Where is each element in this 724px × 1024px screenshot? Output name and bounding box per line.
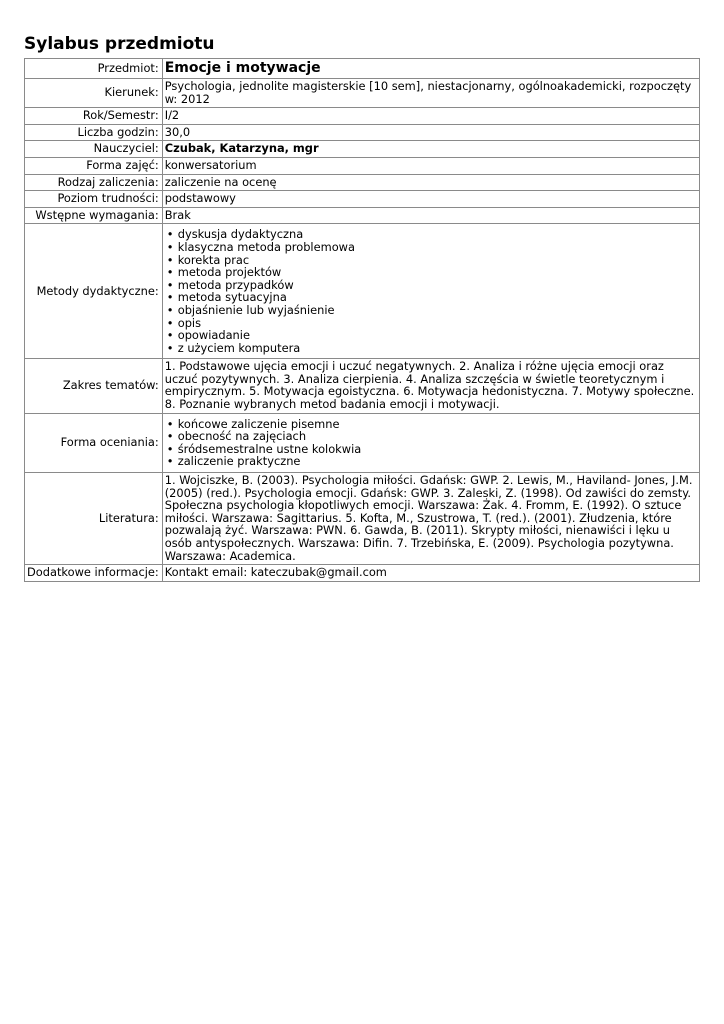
row-przedmiot	[25, 59, 700, 79]
value-nauczyciel: Czubak, Katarzyna, mgr	[162, 141, 699, 158]
value-poziom-trudnosci: podstawowy	[162, 191, 699, 208]
bullet-icon: •	[166, 315, 174, 330]
list-item-text: metoda projektów	[177, 265, 282, 280]
value-liczba-godzin: 30,0	[162, 124, 699, 141]
assessment-list	[165, 418, 697, 468]
list-item-text: klasyczna metoda problemowa	[177, 239, 355, 254]
row-poziom-trudnosci	[25, 191, 700, 208]
list-item-text: korekta prac	[177, 252, 250, 267]
bullet-icon: •	[166, 252, 174, 267]
bullet-icon: •	[166, 340, 174, 355]
label-poziom-trudnosci: Poziom trudności:	[25, 191, 163, 208]
list-item-text: opis	[177, 315, 202, 330]
row-forma-zajec	[25, 157, 700, 174]
list-item	[165, 455, 697, 468]
list-item	[165, 342, 697, 355]
value-forma-oceniania	[162, 413, 699, 472]
page-title: Sylabus przedmiotu	[24, 34, 215, 54]
bullet-icon: •	[166, 328, 174, 343]
row-liczba-godzin	[25, 124, 700, 141]
label-literatura: Literatura:	[25, 473, 163, 565]
list-item-text: śródsemestralne ustne kolokwia	[177, 441, 362, 456]
label-nauczyciel: Nauczyciel:	[25, 141, 163, 158]
label-przedmiot: Przedmiot:	[25, 59, 163, 79]
row-wstepne-wymagania	[25, 207, 700, 224]
label-forma-oceniania: Forma oceniania:	[25, 413, 163, 472]
value-kierunek: Psychologia, jednolite magisterskie [10 sem], niestacjonarny, ogólnoakademicki, rozpoczęty w: 2012	[162, 79, 699, 108]
list-item-text: obecność na zajęciach	[177, 429, 307, 444]
list-item-text: dyskusja dydaktyczna	[177, 227, 304, 242]
value-forma-zajec: konwersatorium	[162, 157, 699, 174]
list-item-text: końcowe zaliczenie pisemne	[177, 416, 340, 431]
list-item-text: metoda sytuacyjna	[177, 290, 287, 305]
row-literatura	[25, 473, 700, 565]
value-dodatkowe-informacje: Kontakt email: kateczubak@gmail.com	[162, 565, 699, 582]
methods-list	[165, 228, 697, 354]
list-item-text: z użyciem komputera	[177, 340, 301, 355]
list-item-text: zaliczenie praktyczne	[177, 454, 301, 469]
syllabus-table	[24, 58, 700, 582]
bullet-icon: •	[166, 441, 174, 456]
bullet-icon: •	[166, 277, 174, 292]
bullet-icon: •	[166, 416, 174, 431]
label-zakres-tematow: Zakres tematów:	[25, 359, 163, 413]
list-item-text: opowiadanie	[177, 328, 250, 343]
row-rok-semestr	[25, 108, 700, 125]
value-literatura: 1. Wojciszke, B. (2003). Psychologia miłości. Gdańsk: GWP. 2. Lewis, M., Haviland- Jones, J.M. (2005) (red.). Psychologia emocji. Gdańsk: GWP. 3. Zaleski, Z. (1998). Od zawiści do zemsty. Społeczna psychologia kłopotliwych emocji. Warszawa: Żak. 4. Fromm, E. (1992). O sztuce miłości. Warszawa: Sagittarius. 5. Kofta, M., Szustrowa, T. (red.). (2001). Złudzenia, które pozwalają żyć. Warszawa: PWN. 6. Gawda, B. (2011). Skrypty miłości, nienawiści i lęku u osób antyspołecznych. Warszawa: Difin. 7. Trzebińska, E. (2009). Psychologia pozytywna. Warszawa: Academica.	[162, 473, 699, 565]
bullet-icon: •	[166, 239, 174, 254]
bullet-icon: •	[166, 265, 174, 280]
label-wstepne-wymagania: Wstępne wymagania:	[25, 207, 163, 224]
label-dodatkowe-informacje: Dodatkowe informacje:	[25, 565, 163, 582]
list-item-text: metoda przypadków	[177, 277, 294, 292]
row-zakres-tematow	[25, 359, 700, 413]
bullet-icon: •	[166, 227, 174, 242]
label-metody-dydaktyczne: Metody dydaktyczne:	[25, 224, 163, 359]
value-metody-dydaktyczne	[162, 224, 699, 359]
bullet-icon: •	[166, 302, 174, 317]
bullet-icon: •	[166, 290, 174, 305]
list-item-text: objaśnienie lub wyjaśnienie	[177, 302, 335, 317]
row-metody-dydaktyczne	[25, 224, 700, 359]
label-rodzaj-zaliczenia: Rodzaj zaliczenia:	[25, 174, 163, 191]
label-kierunek: Kierunek:	[25, 79, 163, 108]
row-forma-oceniania	[25, 413, 700, 472]
row-rodzaj-zaliczenia	[25, 174, 700, 191]
label-forma-zajec: Forma zajęć:	[25, 157, 163, 174]
row-kierunek	[25, 79, 700, 108]
value-rodzaj-zaliczenia: zaliczenie na ocenę	[162, 174, 699, 191]
row-dodatkowe-informacje	[25, 565, 700, 582]
label-liczba-godzin: Liczba godzin:	[25, 124, 163, 141]
value-wstepne-wymagania: Brak	[162, 207, 699, 224]
value-przedmiot: Emocje i motywacje	[162, 59, 699, 79]
value-rok-semestr: I/2	[162, 108, 699, 125]
label-rok-semestr: Rok/Semestr:	[25, 108, 163, 125]
list-item	[165, 304, 697, 317]
value-zakres-tematow: 1. Podstawowe ujęcia emocji i uczuć negatywnych. 2. Analiza i różne ujęcia emocji oraz uczuć pozytywnych. 3. Analiza cierpienia. 4. Analiza szczęścia w świetle teoretycznym i empirycznym. 5. Motywacja egoistyczna. 6. Motywacja hedonistyczna. 7. Motywy społeczne. 8. Poznanie wybranych metod badania emocji i motywacji.	[162, 359, 699, 413]
bullet-icon: •	[166, 429, 174, 444]
bullet-icon: •	[166, 454, 174, 469]
row-nauczyciel	[25, 141, 700, 158]
